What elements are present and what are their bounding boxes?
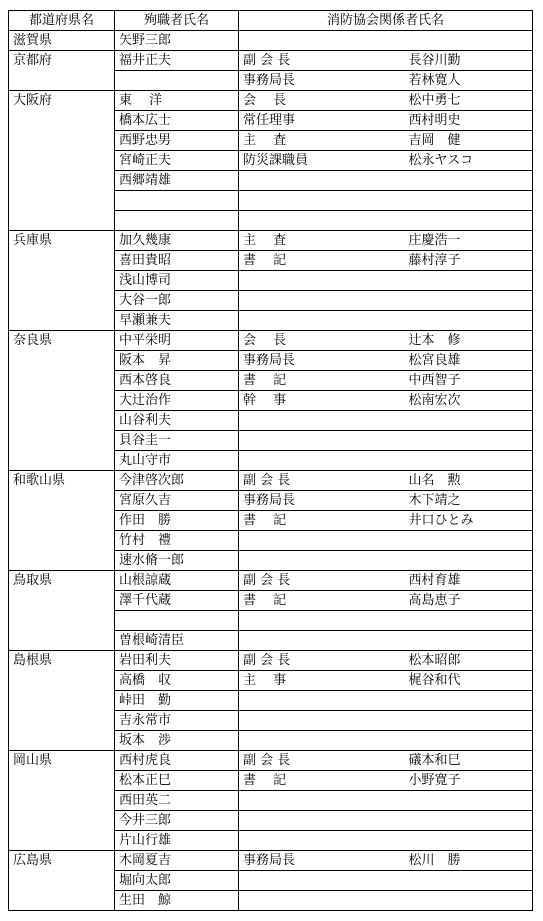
table-row [9, 851, 533, 871]
official-role-cell: 常任理事 [239, 111, 405, 131]
deceased-name-cell: 木岡夏吉 [115, 851, 239, 871]
deceased-name-cell: 片山行雄 [115, 831, 239, 851]
official-name-cell [405, 31, 533, 51]
deceased-name-cell: 西本啓良 [115, 371, 239, 391]
official-role-cell: 事務局長 [239, 351, 405, 371]
official-name-cell: 小野寛子 [405, 771, 533, 791]
deceased-name-cell: 東 洋 [115, 91, 239, 111]
official-role-cell: 幹 事 [239, 391, 405, 411]
header-prefecture: 都道府県名 [9, 11, 115, 31]
official-role-cell: 事務局長 [239, 491, 405, 511]
deceased-name-cell: 橋本広士 [115, 111, 239, 131]
official-role-cell [239, 431, 405, 451]
official-role-cell: 書 記 [239, 371, 405, 391]
official-name-cell [405, 431, 533, 451]
table-row [9, 331, 533, 351]
deceased-name-cell: 宮崎正夫 [115, 151, 239, 171]
deceased-name-cell: 坂本 渉 [115, 731, 239, 751]
official-name-cell: 松本昭郎 [405, 651, 533, 671]
table-row [9, 231, 533, 251]
official-name-cell: 松南宏次 [405, 391, 533, 411]
official-name-cell [405, 831, 533, 851]
official-name-cell [405, 211, 533, 231]
prefecture-cell: 広島県 [9, 851, 115, 911]
deceased-name-cell [115, 191, 239, 211]
official-role-cell: 事務局長 [239, 71, 405, 91]
official-name-cell [405, 731, 533, 751]
deceased-name-cell: 矢野三郎 [115, 31, 239, 51]
official-role-cell: 書 記 [239, 771, 405, 791]
table-row [9, 751, 533, 771]
official-role-cell [239, 451, 405, 471]
official-name-cell: 辻本 修 [405, 331, 533, 351]
official-role-cell: 会 長 [239, 91, 405, 111]
official-name-cell [405, 691, 533, 711]
official-name-cell: 松川 勝 [405, 851, 533, 871]
prefecture-cell: 岡山県 [9, 751, 115, 851]
deceased-name-cell: 吉永常市 [115, 711, 239, 731]
deceased-name-cell: 西村虎良 [115, 751, 239, 771]
deceased-name-cell: 今津啓次郎 [115, 471, 239, 491]
deceased-name-cell: 曽根崎清臣 [115, 631, 239, 651]
official-name-cell: 若林寛人 [405, 71, 533, 91]
table-row [9, 51, 533, 71]
official-name-cell [405, 631, 533, 651]
official-name-cell: 松中勇七 [405, 91, 533, 111]
official-role-cell [239, 411, 405, 431]
official-role-cell [239, 831, 405, 851]
official-role-cell [239, 871, 405, 891]
official-role-cell [239, 211, 405, 231]
official-name-cell [405, 531, 533, 551]
official-role-cell [239, 731, 405, 751]
deceased-name-cell [115, 211, 239, 231]
official-name-cell [405, 871, 533, 891]
official-name-cell [405, 311, 533, 331]
header-officials: 消防協会関係者氏名 [239, 11, 533, 31]
deceased-name-cell: 大辻治作 [115, 391, 239, 411]
official-name-cell: 山名 勲 [405, 471, 533, 491]
deceased-name-cell: 西野忠男 [115, 131, 239, 151]
deceased-name-cell: 喜田貴昭 [115, 251, 239, 271]
official-name-cell: 吉岡 健 [405, 131, 533, 151]
official-role-cell: 副 会 長 [239, 751, 405, 771]
prefecture-cell: 和歌山県 [9, 471, 115, 571]
deceased-name-cell: 峠田 勤 [115, 691, 239, 711]
official-role-cell: 会 長 [239, 331, 405, 351]
official-name-cell: 長谷川勤 [405, 51, 533, 71]
official-role-cell [239, 31, 405, 51]
deceased-name-cell: 西郷靖雄 [115, 171, 239, 191]
deceased-name-cell: 貝谷圭一 [115, 431, 239, 451]
deceased-name-cell: 早瀬兼夫 [115, 311, 239, 331]
official-name-cell: 礒本和巳 [405, 751, 533, 771]
deceased-name-cell: 宮原久吉 [115, 491, 239, 511]
official-role-cell [239, 791, 405, 811]
header-deceased: 殉職者氏名 [115, 11, 239, 31]
table-row [9, 651, 533, 671]
official-role-cell [239, 291, 405, 311]
official-name-cell: 中西智子 [405, 371, 533, 391]
header-row [9, 11, 533, 31]
official-name-cell: 藤村淳子 [405, 251, 533, 271]
official-role-cell: 書 記 [239, 591, 405, 611]
official-name-cell: 西村育雄 [405, 571, 533, 591]
official-name-cell [405, 551, 533, 571]
official-name-cell [405, 291, 533, 311]
official-name-cell [405, 411, 533, 431]
deceased-name-cell: 大谷一郎 [115, 291, 239, 311]
prefecture-cell: 島根県 [9, 651, 115, 751]
official-role-cell [239, 631, 405, 651]
deceased-name-cell: 浅山博司 [115, 271, 239, 291]
deceased-name-cell: 西田英二 [115, 791, 239, 811]
deceased-name-cell: 堀向太郎 [115, 871, 239, 891]
deceased-name-cell: 生田 鯨 [115, 891, 239, 911]
official-role-cell: 書 記 [239, 251, 405, 271]
official-name-cell [405, 171, 533, 191]
table-body [9, 31, 533, 911]
official-name-cell [405, 811, 533, 831]
deceased-name-cell: 高橋 収 [115, 671, 239, 691]
deceased-name-cell: 竹村 禮 [115, 531, 239, 551]
official-role-cell: 副 会 長 [239, 51, 405, 71]
official-name-cell [405, 271, 533, 291]
official-name-cell: 高島恵子 [405, 591, 533, 611]
official-role-cell: 副 会 長 [239, 571, 405, 591]
prefecture-cell: 大阪府 [9, 91, 115, 231]
official-role-cell [239, 191, 405, 211]
table-row [9, 471, 533, 491]
official-role-cell [239, 271, 405, 291]
deceased-name-cell: 速水脩一郎 [115, 551, 239, 571]
official-role-cell: 副 会 長 [239, 651, 405, 671]
official-role-cell: 副 会 長 [239, 471, 405, 491]
official-role-cell: 書 記 [239, 511, 405, 531]
deceased-name-cell: 松本正巳 [115, 771, 239, 791]
official-name-cell: 松永ヤスコ [405, 151, 533, 171]
memorial-table [8, 10, 533, 911]
official-name-cell: 松宮良雄 [405, 351, 533, 371]
table-row [9, 91, 533, 111]
prefecture-cell: 京都府 [9, 51, 115, 91]
table-row [9, 571, 533, 591]
official-role-cell: 主 査 [239, 131, 405, 151]
deceased-name-cell: 山谷利夫 [115, 411, 239, 431]
official-role-cell [239, 691, 405, 711]
official-role-cell [239, 891, 405, 911]
official-name-cell: 木下靖之 [405, 491, 533, 511]
official-role-cell: 事務局長 [239, 851, 405, 871]
prefecture-cell: 兵庫県 [9, 231, 115, 331]
prefecture-cell: 鳥取県 [9, 571, 115, 651]
official-role-cell: 防災課職員 [239, 151, 405, 171]
official-name-cell [405, 191, 533, 211]
deceased-name-cell: 山根諒蔵 [115, 571, 239, 591]
deceased-name-cell: 丸山守市 [115, 451, 239, 471]
official-name-cell: 井口ひとみ [405, 511, 533, 531]
deceased-name-cell: 岩田利夫 [115, 651, 239, 671]
official-name-cell: 梶谷和代 [405, 671, 533, 691]
official-role-cell: 主 査 [239, 231, 405, 251]
official-name-cell: 西村明史 [405, 111, 533, 131]
official-role-cell [239, 811, 405, 831]
deceased-name-cell: 福井正夫 [115, 51, 239, 71]
deceased-name-cell [115, 611, 239, 631]
official-role-cell: 主 事 [239, 671, 405, 691]
official-role-cell [239, 311, 405, 331]
official-role-cell [239, 551, 405, 571]
prefecture-cell: 奈良県 [9, 331, 115, 471]
official-role-cell [239, 171, 405, 191]
deceased-name-cell: 澤千代蔵 [115, 591, 239, 611]
deceased-name-cell [115, 71, 239, 91]
deceased-name-cell: 作田 勝 [115, 511, 239, 531]
official-role-cell [239, 531, 405, 551]
prefecture-cell: 滋賀県 [9, 31, 115, 51]
official-name-cell [405, 451, 533, 471]
official-role-cell [239, 711, 405, 731]
deceased-name-cell: 中平栄明 [115, 331, 239, 351]
official-role-cell [239, 611, 405, 631]
table-row [9, 31, 533, 51]
deceased-name-cell: 加久幾康 [115, 231, 239, 251]
official-name-cell [405, 791, 533, 811]
official-name-cell [405, 611, 533, 631]
deceased-name-cell: 阪本 昇 [115, 351, 239, 371]
official-name-cell: 庄慶浩一 [405, 231, 533, 251]
official-name-cell [405, 891, 533, 911]
deceased-name-cell: 今井三郎 [115, 811, 239, 831]
official-name-cell [405, 711, 533, 731]
